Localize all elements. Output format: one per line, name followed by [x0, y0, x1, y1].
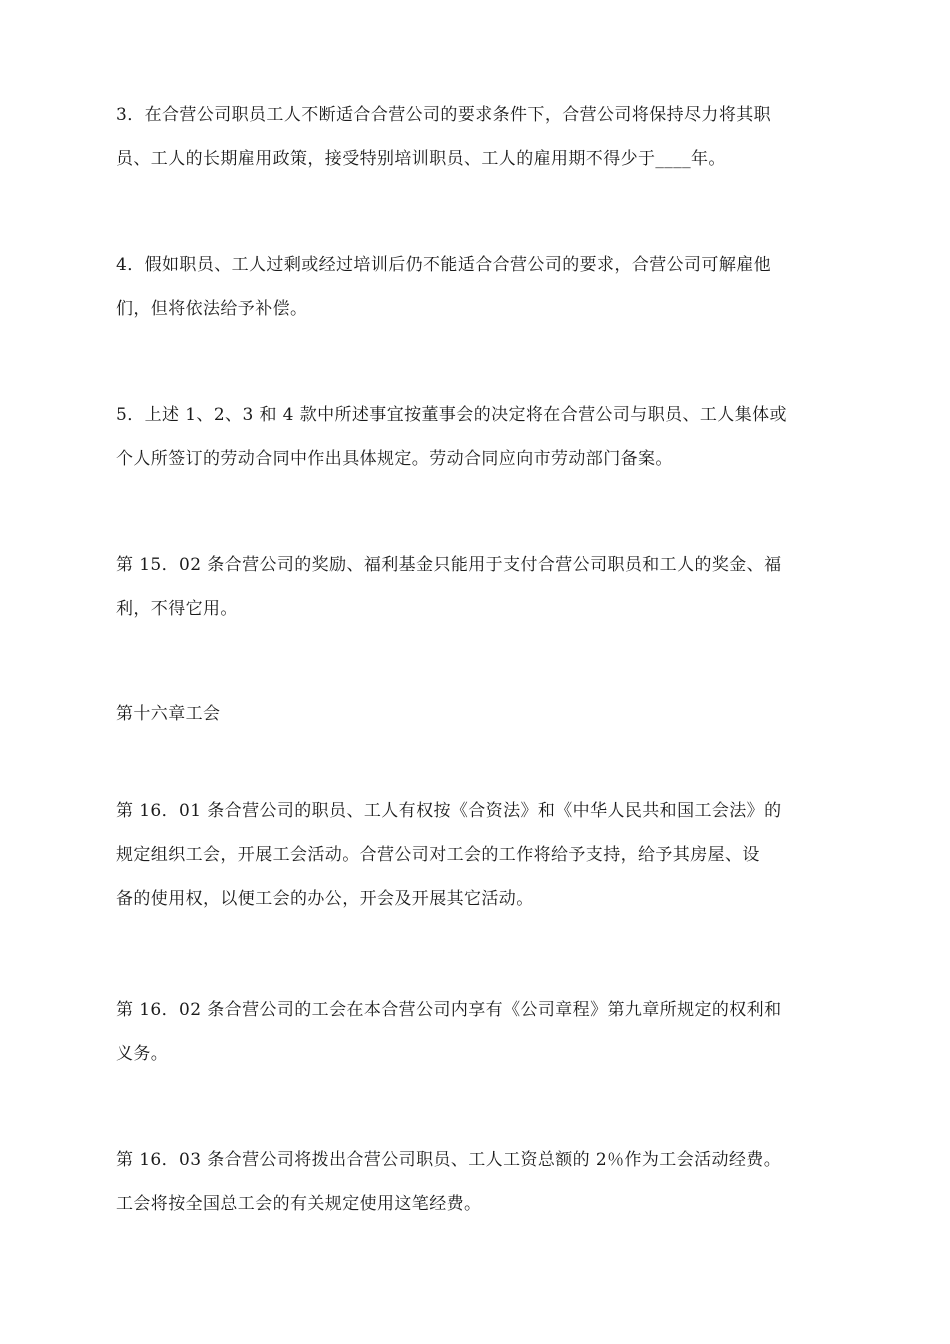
text-line: 第 16．02 条合营公司的工会在本合营公司内享有《公司章程》第九章所规定的权利和 [116, 1000, 782, 1020]
heading-text: 第十六章工会 [116, 704, 221, 724]
text-line: 义务。 [116, 1044, 169, 1064]
text-line: 工会将按全国总工会的有关规定使用这笔经费。 [116, 1194, 482, 1214]
text-line: 5．上述 1、2、3 和 4 款中所述事宜按董事会的决定将在合营公司与职员、工人集体或 [116, 405, 787, 425]
text-line: 备的使用权，以便工会的办公，开会及开展其它活动。 [116, 889, 534, 909]
text-line: 规定组织工会，开展工会活动。合营公司对工会的工作将给予支持，给予其房屋、设 [116, 845, 760, 865]
chapter-heading [116, 692, 840, 736]
paragraph-clause-5 [116, 393, 840, 481]
text-line: 3．在合营公司职员工人不断适合合营公司的要求条件下，合营公司将保持尽力将其职 [116, 105, 772, 125]
text-line: 4．假如职员、工人过剩或经过培训后仍不能适合合营公司的要求，合营公司可解雇他 [116, 255, 772, 275]
paragraph-article-16-02 [116, 988, 840, 1076]
paragraph-clause-4 [116, 243, 840, 331]
paragraph-clause-3 [116, 93, 840, 181]
text-line: 个人所签订的劳动合同中作出具体规定。劳动合同应向市劳动部门备案。 [116, 449, 673, 469]
text-line: 们，但将依法给予补偿。 [116, 299, 308, 319]
paragraph-article-16-01 [116, 789, 840, 921]
text-line: 第 16．01 条合营公司的职员、工人有权按《合资法》和《中华人民共和国工会法》的 [116, 801, 782, 821]
text-line: 利，不得它用。 [116, 599, 238, 619]
text-line: 第 16．03 条合营公司将拨出合营公司职员、工人工资总额的 2％作为工会活动经费。 [116, 1150, 782, 1170]
paragraph-article-16-03 [116, 1138, 840, 1226]
text-line: 员、工人的长期雇用政策，接受特别培训职员、工人的雇用期不得少于____年。 [116, 149, 726, 169]
paragraph-article-15-02 [116, 543, 840, 631]
text-line: 第 15．02 条合营公司的奖励、福利基金只能用于支付合营公司职员和工人的奖金、福 [116, 555, 782, 575]
